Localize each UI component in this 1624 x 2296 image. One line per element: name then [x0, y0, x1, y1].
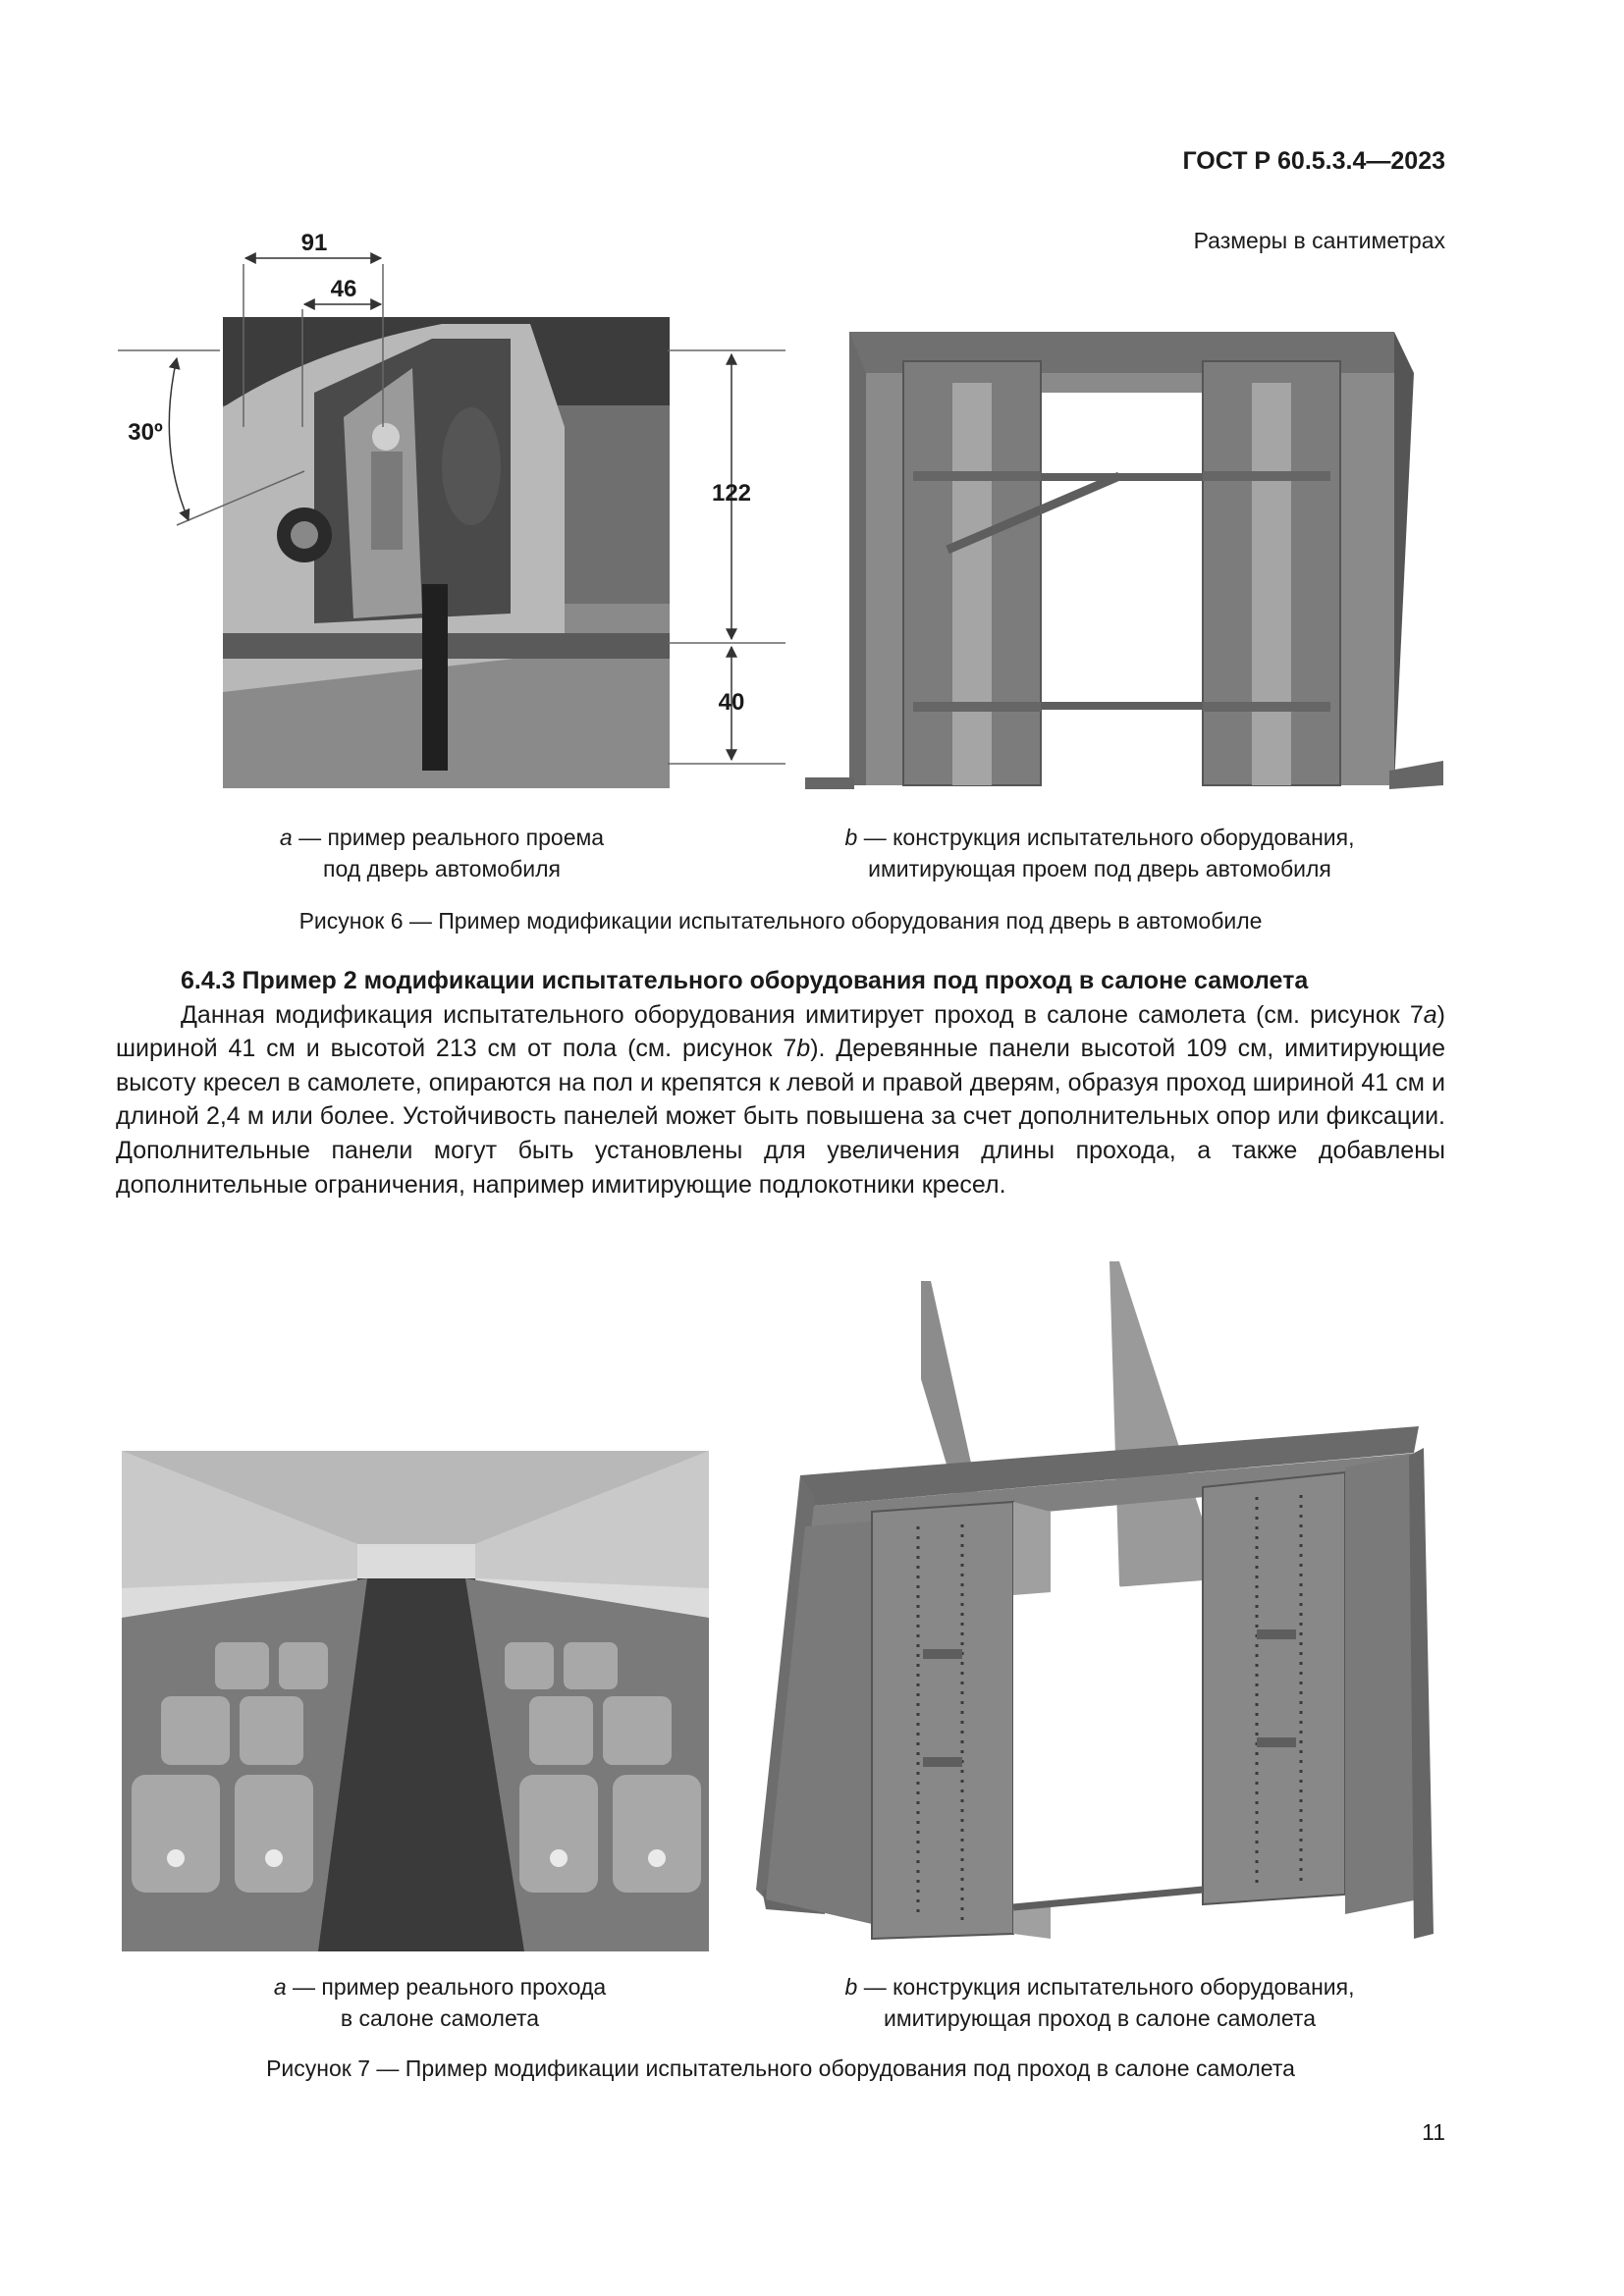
figure7b-caption	[795, 1971, 1404, 2034]
figure7a-caption-line2: в салоне самолета	[340, 2005, 540, 2031]
dim-height-upper: 122	[711, 480, 752, 507]
figure6b-rig-render	[805, 324, 1453, 795]
section-heading: 6.4.3 Пример 2 модификации испытательного оборудования под проход в салоне самолета	[181, 967, 1309, 994]
dim-angle: 30º	[128, 419, 163, 446]
figure6a-caption-line1: — пример реального проема	[298, 825, 605, 850]
figure7b-rig-render	[756, 1261, 1443, 1949]
figure6-title: Рисунок 6 — Пример модификации испытательного оборудования под дверь в автомобиле	[298, 908, 1263, 934]
section-body-ref-b: b	[796, 1035, 811, 1063]
dim-height-lower: 40	[718, 689, 745, 716]
figure7a-photo	[122, 1451, 709, 1951]
figure7b-caption-line1: — конструкция испытательного оборудования,	[863, 1974, 1355, 2000]
section-body-part-2: ) шириной 41 см и высотой 213 см от пола (см. рисунок 7	[116, 1000, 1445, 1063]
figure6b-caption	[795, 822, 1404, 884]
figure7-title: Рисунок 7 — Пример модификации испытательного оборудования под проход в салоне самолета	[266, 2056, 1295, 2081]
dim-width-total: 91	[300, 231, 328, 256]
figure6b-caption-label: b	[844, 825, 858, 850]
section-body-ref-a: a	[1423, 1000, 1437, 1029]
section-6-4-3	[116, 964, 1445, 1201]
figure6b-caption-line2: имитирующая проем под дверь автомобиля	[868, 856, 1331, 881]
section-body-part-3: ). Деревянные панели высотой 109 см, имитирующие высоту кресел в самолете, опираются на пол и крепятся к левой и правой дверям, образуя проход шириной 41 см и длиной 2,4 м или более. Устойчивость панелей может быть повышена за счет дополнительных опор или фиксации. Дополнительные панели могут быть установлены для увеличения длины прохода, а также добавлены дополнительные ограничения, например имитирующие подлокотники кресел.	[116, 1035, 1445, 1199]
figure6a-caption	[226, 822, 658, 884]
figure6a-caption-label: a	[279, 825, 293, 850]
figure7a-caption-line1: — пример реального прохода	[293, 1974, 607, 2000]
figure6b-caption-line1: — конструкция испытательного оборудования,	[863, 825, 1355, 850]
page-number: 11	[1422, 2119, 1445, 2145]
section-body-part-1: Данная модификация испытательного оборудования имитирует проход в салоне самолета (см. рисунок 7	[181, 1000, 1424, 1029]
figure7a-caption-label: a	[273, 1974, 287, 2000]
section-body	[116, 998, 1445, 1202]
figure6a-photo	[118, 231, 805, 790]
figure6a-caption-line2: под дверь автомобиля	[323, 856, 561, 881]
standard-code: ГОСТ Р 60.5.3.4—2023	[1182, 147, 1445, 175]
figure7a-caption	[224, 1971, 656, 2034]
units-note: Размеры в сантиметрах	[1193, 228, 1445, 253]
figure7b-caption-line2: имитирующая проход в салоне самолета	[883, 2005, 1316, 2031]
figure7b-caption-label: b	[844, 1974, 858, 2000]
dim-width-inner: 46	[330, 276, 357, 302]
